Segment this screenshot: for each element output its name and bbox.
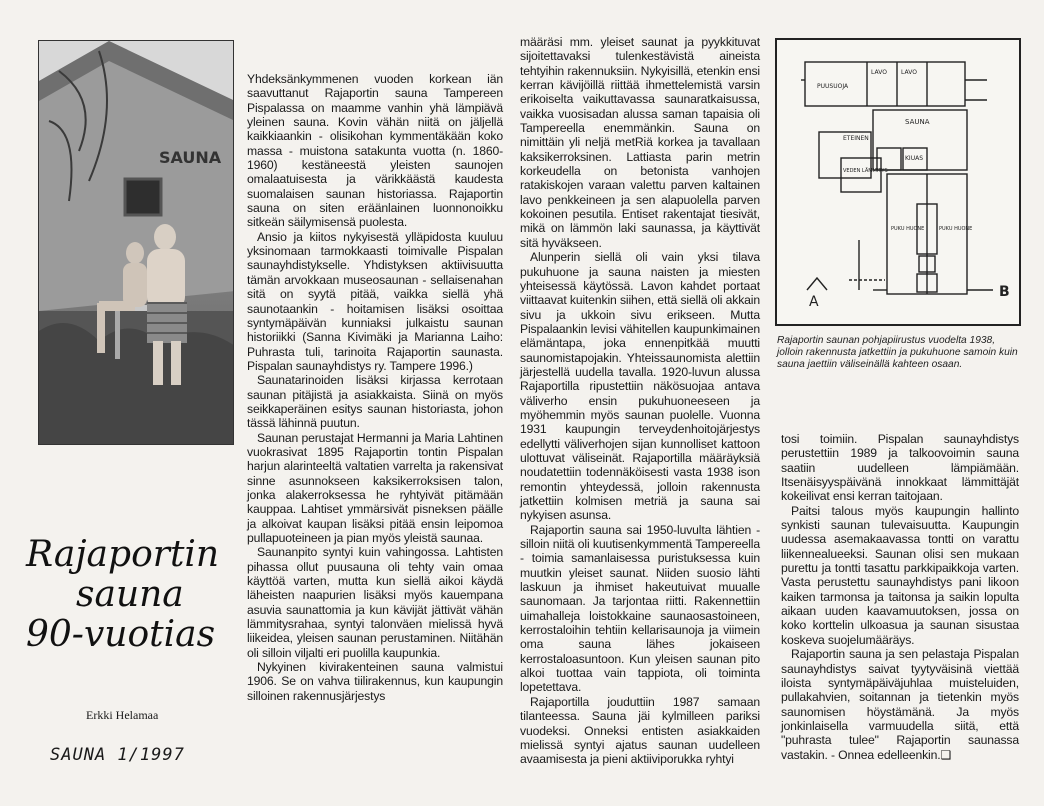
plan-label-sauna: SAUNA [905, 118, 930, 126]
col1-paragraph: Yhdeksänkymmenen vuoden korkean iän saavuttanut Rajaportin sauna Tampereen Pispalassa on maamme vanhin yhä lämpiävä yleinen sauna. Kovin vähän niitä on jäljellä kaikkiaankin - olisikohan kymmentäkään koko massa - muistona satakunta vuotta (n. 1860-1960) kestäneestä yleisten saunojen omalaatuisesta ja värikkäästä kaudesta suomalaisen saunan historiassa. Rajaportin sauna on siten eräänlainen luonnonoikku sitkeän säilymisensä puolesta. [247, 72, 503, 230]
plan-label-vedenlammitys: VEDEN LÄMMITYS [843, 168, 888, 174]
col3-paragraph: Rajaportin sauna ja sen pelastaja Pispalan saunayhdistys saivat tyytyväisinä viettää iloista syntymäpäiväjuhlaa muisteluiden, pullakahvien, soitannan ja tietenkin myös saunomisen höystämänä. Ja myös jonkinlaisella varmuudella siitä, että "puhrasta tulee" Rajaportin saunassa vastakin. - Onnea edelleenkin.❑ [781, 647, 1019, 762]
plan-label-pukuhuone-1: PUKU HUONE [891, 226, 925, 232]
headline-line-1: Rajaportin [26, 534, 220, 575]
plan-label-lavo-2: LAVO [901, 69, 917, 76]
plan-caption: Rajaportin saunan pohjapiirustus vuodelta 1938, jolloin rakennusta jatkettiin ja pukuhuone samoin kuin sauna jaettiin väliseinällä kahteen osaan. [777, 335, 1018, 371]
plan-label-eteinen: ETEINEN [843, 135, 869, 142]
col3-paragraph: Paitsi talous myös kaupungin hallinto synkisti saunan tulevaisuutta. Kaupungin uudessa asemakaavassa tontti on varattu liikennealueeksi. Saunan olisi sen mukaan purettu ja tontti tasattu parkkipaikkoja varten. Vasta perustettu saunayhdistys pani likoon kaiken tarmonsa ja taitonsa ja saikin lopulta aikaan uuden kaavamuutoksen, jossa on koko korttelin ulkoasua ja saunan sisustaa koskeva suojelumääräys. [781, 503, 1019, 647]
plan-label-kiuas: KIUAS [905, 155, 924, 162]
col1-paragraph: Saunatarinoiden lisäksi kirjassa kerrotaan saunan pitäjistä ja asiakkaista. Siinä on myös seikkaperäinen esitys saunan historiasta, johon tässä lähinnä puutun. [247, 373, 503, 431]
plan-label-puusuoja: PUUSUOJA [817, 83, 849, 90]
plan-section-a: A [809, 294, 819, 310]
col1-paragraph: Ansio ja kiitos nykyisestä ylläpidosta kuuluu yksinomaan tarmokkaasti toimivalle Pispalan saunayhdistykselle. Yhdistyksen aktiivisuutta tämän arvokkaan museosaunan - sellaisenahan sitä on syytä pitää, vaikka siellä yhä saunotaankin - hoitamisen lisäksi osoittaa syntymäpäivän kunniaksi julkaistu saunan historiikki (Sanna Kivimäki ja Marianna Laiho: Puhrasta tuli, tarinoita Rajaportin saunasta. Pispalan saunayhdistys ry. Tampere 1996.) [247, 229, 503, 373]
text-column-3 [781, 432, 1019, 762]
col2-paragraph: määräsi mm. yleiset saunat ja pyykkituvat sijoitettavaksi tulenkestävistä aineista tehtyihin rakennuksiin. Nykyisillä, etenkin ensi kerran kävijöillä riittää ihmettelemistä varsin erikoiselta vaikuttavassa saunaratkaisussa, vaikka vuosisadan alussa saman tapaisia oli Tampereella enemmänkin. Sauna on nimittäin yli neljä metRiä korkea ja tavallaan kaksikerroksinen. Lattiasta parin metrin korkeudella on betonista vanhojen ratakiskojen varaan valettu parven kaltainen lavo penkkeineen ja sen alapuolella parven kokoinen pesutila. Entiset rakentajat tiesivät, mikä on lämmön laki saunassa, ja käyttivät sitä hyväkseen. [520, 35, 760, 250]
col2-paragraph: Alunperin siellä oli vain yksi tilava pukuhuone ja sauna naisten ja miesten yhteisessä käytössä. Lavon kahdet portaat viittaavat kuitenkin siihen, että siellä oli akkain sivu ja ukkoin sivu erikseen. Mutta Pispalaankin levisi vähitellen kaupunkimainen elämäntapa, joka ennenpitkää muutti saunomistapojakin. Yhteissaunomista alettiin järjestellä uudella tavalla. 1920-luvun alussa Rajaportilla ripustettiin näkösuojaa antava väliverho ensin pukuhuoneeseen ja myöhemmin myös saunan puolelle. Vuonna 1931 kaupungin terveydenhoitojärjestys edellytti väliverhojen sijan kunnolliset kattoon ulottuvat väliseinät. Rajaportilla määräyksiä noudatettiin todennäköisesti vasta 1938 ison remontin yhteydessä, jolloin rakennusta jatkettiin kolmisen metriä ja sauna sai nykyisen asunsa. [520, 250, 760, 523]
byline: Erkki Helamaa [86, 708, 159, 722]
plan-label-lavo-1: LAVO [871, 69, 887, 76]
floor-plan [775, 38, 1021, 326]
plan-label-pukuhuone-2: PUKU HUONE [939, 226, 973, 232]
text-column-2 [520, 35, 760, 767]
headline-line-2: sauna [76, 574, 184, 615]
col1-paragraph: Saunanpito syntyi kuin vahingossa. Lahtisten pihassa ollut puusauna oli tehty vain omaa käyttöä varten, mutta kun siellä aikoi käydä läheisten naapurien lisäksi myös kauempana asuvia saunattomia ja kun kävijät jättivät vähän lämmitysrahaa, syntyi talonväen mielissä hyvä liikeidea, yleisen saunan perustaminen. Niitähän oli silloin viljalti eri puolilla kaupunkia. [247, 545, 503, 660]
floor-plan-drawing [777, 40, 1019, 324]
col1-paragraph: Nykyinen kivirakenteinen sauna valmistui 1906. Se on vahva tiilirakennus, kun kaupungin silloinen rakennusjärjestys [247, 660, 503, 703]
sauna-photo [38, 40, 234, 445]
photo-illustration [39, 41, 234, 445]
headline-line-3: 90-vuotias [26, 614, 216, 655]
text-column-1 [247, 72, 503, 703]
headline [26, 535, 226, 655]
col1-paragraph: Saunan perustajat Hermanni ja Maria Lahtinen vuokrasivat 1895 Rajaportin tontin Pispalan harjun alarinteeltä valtatien varrelta ja rakensivat sinne asunnokseen kaksikerroksisen talon, jonka alakerroksessa he ryhtyivät pitämään kauppaa. Lahtiset ymmärsivät pisneksen päälle ja alkoivat kaupan lisäksi pitää ensin leipomoa pullapuoteineen ja pian myös yleistä saunaa. [247, 430, 503, 545]
photo-sign-text: SAUNA [159, 148, 222, 167]
col2-paragraph: Rajaportin sauna sai 1950-luvulta lähtien - silloin niitä oli kuutisenkymmentä Tampereella - toimia samanlaisessa puristuksessa kuin muutkin yleiset saunat. Niiden suosio lähti laskuun ja ihmiset hakeutuivat muualle saunomaan. Ja tarjontaa riitti. Rakennettiin uimahalleja loistokkaine saunaosastoineen, kerrostaloihin tehtiin kellarisaunoja ja viimein oma sauna lähes jokaiseen kerrostaloasuntoon. Kun yleisen saunan pito alkoi tuottaa vain tappiota, oli toiminta lopetettava. [520, 522, 760, 695]
handwritten-note: SAUNA 1/1997 [50, 745, 185, 765]
col3-paragraph: tosi toimiin. Pispalan saunayhdistys perustettiin 1989 ja talkoovoimin sauna saatiin uudelleen lämpiämään. Itsenäisyyspäivänä innokkaat lämmittäjät kokeilivat ensi kerran taitojaan. [781, 432, 1019, 504]
plan-section-b: B [999, 284, 1010, 300]
col2-paragraph: Rajaportilla jouduttiin 1987 samaan tilanteessa. Sauna jäi kylmilleen pariksi vuodeksi. Onneksi entisten asiakkaiden mielissä syntyi ajatus saunan uudelleen avaamisesta ja pieni aktiiviporukka ryhtyi [520, 694, 760, 767]
